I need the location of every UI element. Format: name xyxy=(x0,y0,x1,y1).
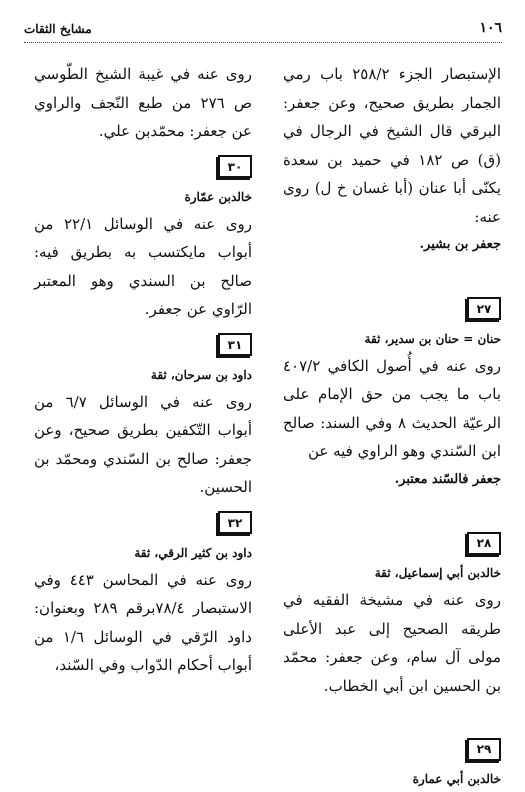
entry-text: روى عنه في المحاسن ٤٤٣ وفي الاستبصار ٧٨/٤برقم ٢٨٩ وبعنوان: داود الرّقي في الوسائل ١/٦ من أبواب أحكام الدّواب وفي السّند، xyxy=(34,570,253,674)
right-column xyxy=(283,60,501,792)
entry-text-body: روى عنه في أُصول الكافي ٤٠٧/٢ باب ما يجب من حق الإمام على الرعيّة الحديث ٨ وفي السند: صالح ابن السّندي وهو الراوي فيه عن xyxy=(283,356,501,460)
page-header xyxy=(24,20,502,43)
left-column xyxy=(34,60,252,680)
entry-text-end: جعفر فالسّند معتبر. xyxy=(394,471,501,487)
entry-number-badge: ٣٢ xyxy=(218,511,252,534)
entry-number-row xyxy=(283,294,501,324)
left-intro: روى عنه في غيبة الشيخ الطّوسي ص ٢٧٦ من طبع النّجف والراوي عن جعفر: محمّدبن علي. xyxy=(34,65,253,140)
entry-number-row xyxy=(34,508,252,538)
entry-number-badge: ٢٧ xyxy=(467,297,501,320)
spacer xyxy=(283,494,501,522)
entry-number-row xyxy=(283,734,501,764)
entry-text: روى عنه في الوسائل ٢٢/١ من أبواب مايكتسب به بطريق فيه: صالح بن السندي وهو المعتبر الرّاوي عن جعفر. xyxy=(34,214,252,318)
entry-name: خالدبن أبي إسماعيل، ثقة xyxy=(374,566,501,580)
entry-name: داود بن كثير الرقي، ثقة xyxy=(134,545,252,560)
entry-name: خالدبن عمّارة xyxy=(184,189,252,204)
entry-text xyxy=(283,352,501,495)
entry-text: روى عنه في الوسائل ٦/٧ من أبواب التّكفين بطريق صحيح، وعن جعفر: صالح بن السّندي ومحمّد بن الحسين. xyxy=(34,392,252,496)
entry-number-row xyxy=(34,330,252,360)
right-intro-text: الإستبصار الجزء ٢٥٨/٢ باب رمي الجمار بطريق صحيح، وعن جعفر: البرقي قال الشيخ في الرجال في (ق) ص ١٨٢ في حميد بن سعدة يكنّى أبا عنان (أبا غسان خ ل) روى عنه: xyxy=(283,65,502,226)
spacer xyxy=(283,700,501,728)
running-title: مشايخ الثقات xyxy=(24,22,92,36)
entry-number-row xyxy=(34,152,252,182)
spacer xyxy=(283,260,501,288)
entry-number-badge: ٢٩ xyxy=(467,738,501,761)
entry-text: روى عنه في مشيخة الفقيه في طريقه الصحيح إلى عبد الأعلى مولى آل سام، وعن جعفر: محمّد بن الحسين ابن أبي الخطاب. xyxy=(283,591,501,695)
entry-number-row xyxy=(283,528,501,558)
entry-name: داود بن سرحان، ثقة xyxy=(150,367,252,382)
entry-number-badge: ٣١ xyxy=(218,333,252,356)
entry-number-badge: ٣٠ xyxy=(218,155,252,178)
page-number: ١٠٦ xyxy=(479,20,502,36)
entry-name: حنان = حنان بن سدير، ثقة xyxy=(364,331,501,346)
entry-number-badge: ٢٨ xyxy=(467,532,501,555)
right-intro-end: جعفر بن بشير. xyxy=(419,237,501,252)
entry-name: خالدبن أبي عمارة xyxy=(412,772,501,786)
right-intro xyxy=(283,60,501,260)
